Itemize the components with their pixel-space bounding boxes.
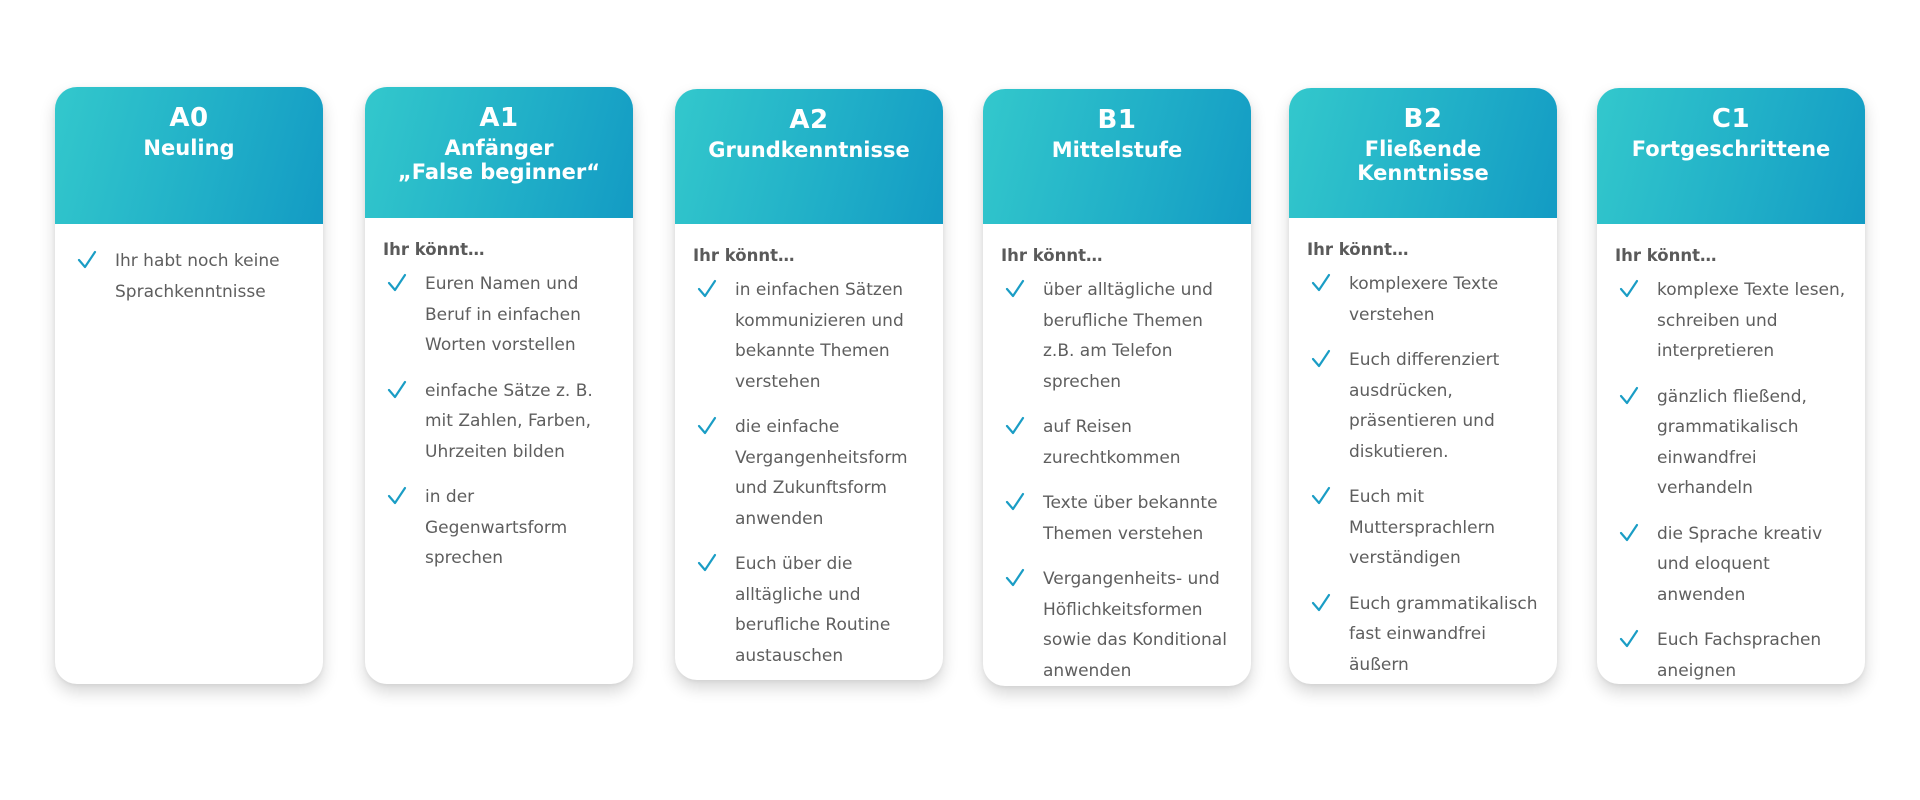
item-text: die einfache Vergangenheitsform und Zukunftsform anwenden <box>735 417 908 529</box>
card-level: B1 <box>1097 105 1137 135</box>
card-header <box>1289 88 1557 218</box>
list-item <box>693 412 929 534</box>
card-body <box>675 224 943 671</box>
card-body <box>1289 218 1557 680</box>
card-a2 <box>675 89 943 680</box>
list-item <box>383 482 619 574</box>
check-icon <box>387 272 407 294</box>
item-text: Euch über die alltägliche und berufliche Routine austauschen <box>735 554 891 666</box>
check-icon <box>697 278 717 300</box>
item-text: Euren Namen und Beruf in einfachen Worten vorstellen <box>425 274 581 355</box>
check-icon <box>697 552 717 574</box>
list-item <box>383 269 619 361</box>
card-title: Fließende Kenntnisse <box>1357 137 1489 185</box>
item-list <box>1307 269 1543 680</box>
item-list <box>1615 275 1851 684</box>
card-intro: Ihr könnt… <box>1615 246 1717 265</box>
item-text: Texte über bekannte Themen verstehen <box>1043 493 1218 544</box>
check-icon <box>1619 385 1639 407</box>
check-icon <box>387 485 407 507</box>
check-icon <box>1619 628 1639 650</box>
card-body <box>55 224 323 307</box>
card-header <box>1597 88 1865 224</box>
item-text: komplexe Texte lesen, schreiben und interpretieren <box>1657 280 1846 361</box>
list-item <box>1615 519 1851 611</box>
item-list <box>73 246 309 307</box>
list-item <box>1615 275 1851 367</box>
item-text: Ihr habt noch keine Sprachkenntnisse <box>115 251 280 302</box>
check-icon <box>1005 567 1025 589</box>
card-body <box>983 224 1251 686</box>
card-header <box>365 87 633 218</box>
card-intro: Ihr könnt… <box>693 246 795 265</box>
card-level: C1 <box>1711 104 1751 134</box>
list-item <box>73 246 309 307</box>
list-item <box>1001 412 1237 473</box>
list-item <box>1307 589 1543 681</box>
card-title: Grundkenntnisse <box>708 138 910 162</box>
card-c1 <box>1597 88 1865 684</box>
check-icon <box>1311 592 1331 614</box>
item-text: die Sprache kreativ und eloquent anwenden <box>1657 523 1823 605</box>
card-a1 <box>365 87 633 684</box>
card-b2 <box>1289 88 1557 684</box>
item-list <box>383 269 619 574</box>
check-icon <box>1311 348 1331 370</box>
item-text: Euch mit Muttersprachlern verständigen <box>1349 487 1496 568</box>
list-item <box>1001 488 1237 549</box>
card-body <box>1597 224 1865 684</box>
item-text: gänzlich fließend, grammatikalisch einwandfrei verhandeln <box>1657 386 1807 498</box>
item-text: Euch grammatikalisch fast einwandfrei äußern <box>1349 593 1538 675</box>
item-list <box>1001 275 1237 686</box>
card-title: Mittelstufe <box>1051 138 1183 162</box>
card-body <box>365 218 633 574</box>
list-item <box>1615 382 1851 504</box>
item-text: in der Gegenwartsform sprechen <box>425 487 568 568</box>
card-level: A2 <box>789 105 829 135</box>
card-intro: Ihr könnt… <box>383 240 485 259</box>
list-item <box>1001 564 1237 686</box>
card-title: Fortgeschrittene <box>1631 137 1831 161</box>
check-icon <box>697 415 717 437</box>
card-title: Anfänger „False beginner“ <box>397 136 601 184</box>
card-intro: Ihr könnt… <box>1307 240 1409 259</box>
card-header <box>55 87 323 224</box>
list-item <box>1307 269 1543 330</box>
check-icon <box>1005 278 1025 300</box>
item-text: Vergangenheits- und Höflichkeitsformen sowie das Konditional anwenden <box>1043 569 1227 681</box>
card-level: B2 <box>1403 104 1443 134</box>
list-item <box>1615 625 1851 684</box>
check-icon <box>1005 491 1025 513</box>
item-text: über alltägliche und berufliche Themen z.B. am Telefon sprechen <box>1043 280 1213 392</box>
list-item <box>1001 275 1237 397</box>
check-icon <box>1311 485 1331 507</box>
item-text: komplexere Texte verstehen <box>1349 274 1499 325</box>
card-intro: Ihr könnt… <box>1001 246 1103 265</box>
card-level: A0 <box>169 103 209 133</box>
list-item <box>693 549 929 671</box>
item-text: Euch Fachsprachen aneignen <box>1657 630 1822 681</box>
check-icon <box>1005 415 1025 437</box>
card-b1 <box>983 89 1251 686</box>
item-text: in einfachen Sätzen kommunizieren und bekannte Themen verstehen <box>735 280 904 392</box>
list-item <box>383 376 619 468</box>
check-icon <box>1619 278 1639 300</box>
card-title: Neuling <box>143 136 235 160</box>
list-item <box>1307 482 1543 574</box>
card-level: A1 <box>479 103 519 133</box>
check-icon <box>387 379 407 401</box>
item-text: auf Reisen zurechtkommen <box>1043 417 1181 468</box>
item-text: einfache Sätze z. B. mit Zahlen, Farben, Uhrzeiten bilden <box>425 380 593 462</box>
card-header <box>983 89 1251 224</box>
list-item <box>1307 345 1543 467</box>
check-icon <box>77 249 97 271</box>
check-icon <box>1311 272 1331 294</box>
item-list <box>693 275 929 671</box>
check-icon <box>1619 522 1639 544</box>
card-header <box>675 89 943 224</box>
list-item <box>693 275 929 397</box>
card-a0 <box>55 87 323 684</box>
item-text: Euch differenziert ausdrücken, präsentieren und diskutieren. <box>1349 350 1500 462</box>
